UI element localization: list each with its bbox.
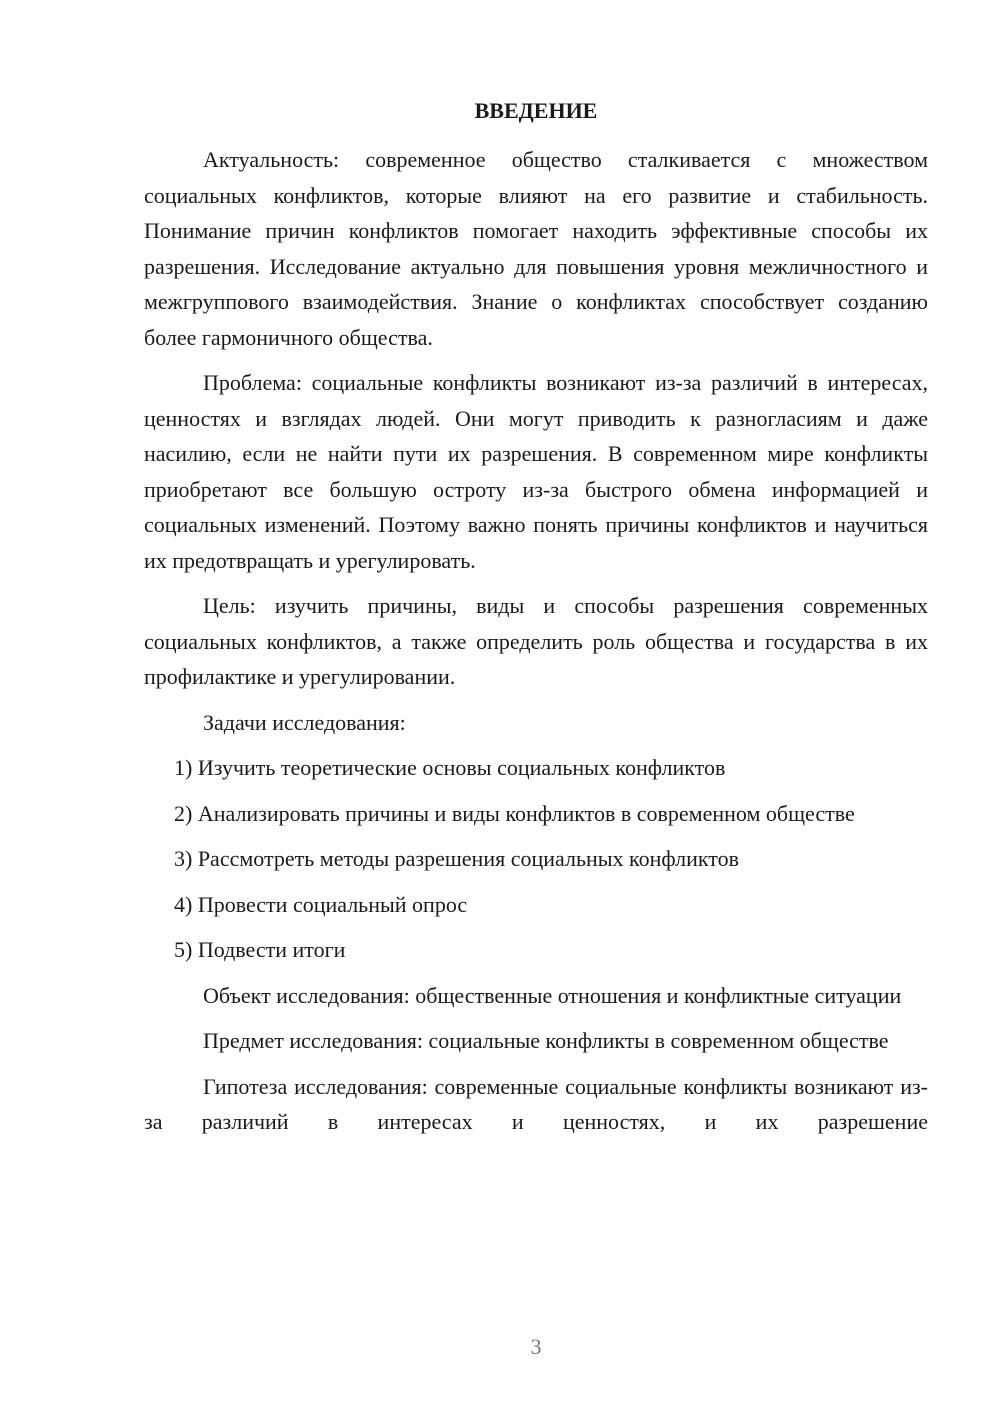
task-item: 3) Рассмотреть методы разрешения социальных конфликтов: [174, 846, 739, 871]
paragraph-relevance: Актуальность: современное общество сталкивается с множеством социальных конфликтов, которые влияют на его развитие и стабильность. Понимание причин конфликтов помогает находить эффективные способы их разрешения. Исследование актуально для повышения уровня межличностного и межгруппового взаимодействия. Знание о конфликтах способствует созданию более гармоничного общества.: [144, 147, 928, 350]
task-item: 2) Анализировать причины и виды конфликтов в современном обществе: [174, 800, 855, 826]
paragraph-problem: Проблема: социальные конфликты возникают из-за различий в интересах, ценностях и взглядах людей. Они могут приводить к разногласиям и даже насилию, если не найти пути их разрешения. В современном мире конфликты приобретают все большую остроту из-за быстрого обмена информацией и социальных изменений. Поэтому важно понять причины конфликтов и научиться их предотвращать и урегулировать.: [144, 370, 928, 573]
body-text: [144, 142, 928, 1150]
paragraph-object: Объект исследования: общественные отношения и конфликтные ситуации: [203, 982, 902, 1008]
section-title: ВВЕДЕНИЕ: [474, 98, 598, 123]
task-item: 4) Провести социальный опрос: [174, 891, 468, 917]
paragraph-goal: Цель: изучить причины, виды и способы разрешения современных социальных конфликтов, а также определить роль общества и государства в их профилактике и урегулировании.: [144, 593, 928, 689]
paragraph-hypothesis: Гипотеза исследования: современные социальные конфликты возникают из-за различий в интересах и ценностях, и их разрешение: [144, 1073, 928, 1134]
task-item: 5) Подвести итоги: [174, 937, 346, 962]
paragraph-subject: Предмет исследования: социальные конфликты в современном обществе: [203, 1028, 889, 1053]
tasks-heading: Задачи исследования:: [203, 709, 406, 735]
page-number: 3: [530, 1334, 542, 1359]
task-item: 1) Изучить теоретические основы социальных конфликтов: [174, 755, 726, 780]
